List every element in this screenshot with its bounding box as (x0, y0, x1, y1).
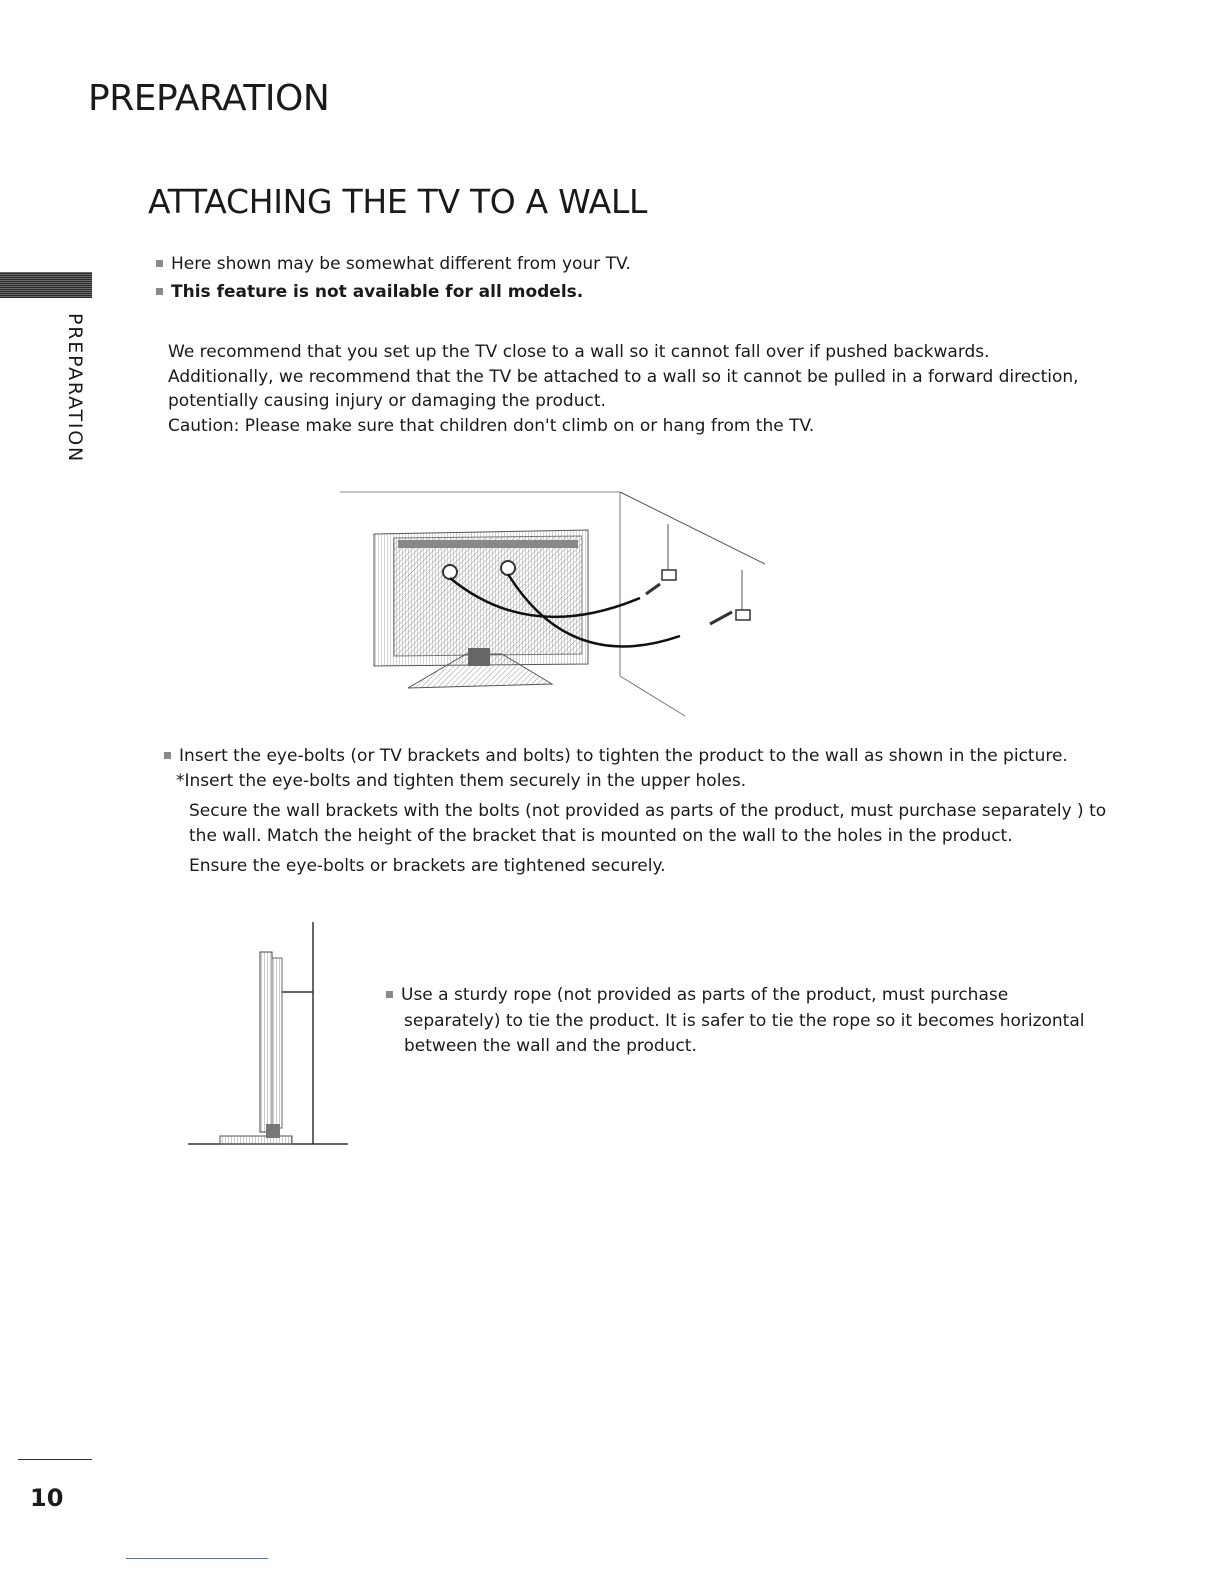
note-item (156, 280, 583, 304)
rope-line: separately) to tie the product. It is safer to tie the rope so it becomes horizontal (404, 1010, 1085, 1031)
page-number: 10 (30, 1484, 64, 1512)
intro-paragraph (168, 340, 1079, 438)
instruction-ensure: Ensure the eye-bolts or brackets are tightened securely. (189, 856, 666, 876)
square-bullet-icon (156, 288, 163, 295)
instruction-item (164, 744, 1106, 769)
square-bullet-icon (386, 991, 393, 998)
note-item (156, 252, 631, 276)
intro-line: Caution: Please make sure that children don't climb on or hang from the TV. (168, 415, 815, 436)
instructions-block (164, 744, 1106, 879)
rope-note (386, 983, 1085, 1060)
intro-line: Additionally, we recommend that the TV be attached to a wall so it cannot be pulled in a forward direction, (168, 366, 1079, 387)
side-tab-text: PREPARATION (64, 313, 86, 464)
rope-text: Use a sturdy rope (not provided as parts of the product, must purchase (401, 985, 1009, 1005)
rope-line: between the wall and the product. (404, 1036, 697, 1056)
square-bullet-icon (156, 260, 163, 267)
footer-rule (18, 1459, 92, 1460)
rope-line (386, 983, 1085, 1009)
note-text: This feature is not available for all models. (171, 282, 584, 302)
instruction-secure-line: the wall. Match the height of the bracket that is mounted on the wall to the holes in the product. (189, 825, 1013, 846)
intro-line: potentially causing injury or damaging the product. (168, 391, 606, 411)
square-bullet-icon (164, 752, 171, 759)
instruction-secure-line: Secure the wall brackets with the bolts (not provided as parts of the product, must purchase separately ) to (189, 801, 1107, 821)
instruction-text: Insert the eye-bolts (or TV brackets and bolts) to tighten the product to the wall as shown in the picture. (179, 746, 1068, 766)
wall-mount-illustration (330, 484, 780, 720)
footer-link-line (126, 1558, 268, 1559)
page-title: ATTACHING THE TV TO A WALL (148, 182, 648, 221)
instruction-sub: *Insert the eye-bolts and tighten them securely in the upper holes. (176, 770, 747, 791)
note-text: Here shown may be somewhat different from your TV. (171, 254, 631, 274)
intro-line: We recommend that you set up the TV close to a wall so it cannot fall over if pushed backwards. (168, 342, 990, 362)
side-tab-marker (0, 272, 92, 298)
section-header: PREPARATION (88, 78, 330, 119)
side-tab-label (62, 313, 88, 463)
side-view-illustration (186, 918, 352, 1150)
